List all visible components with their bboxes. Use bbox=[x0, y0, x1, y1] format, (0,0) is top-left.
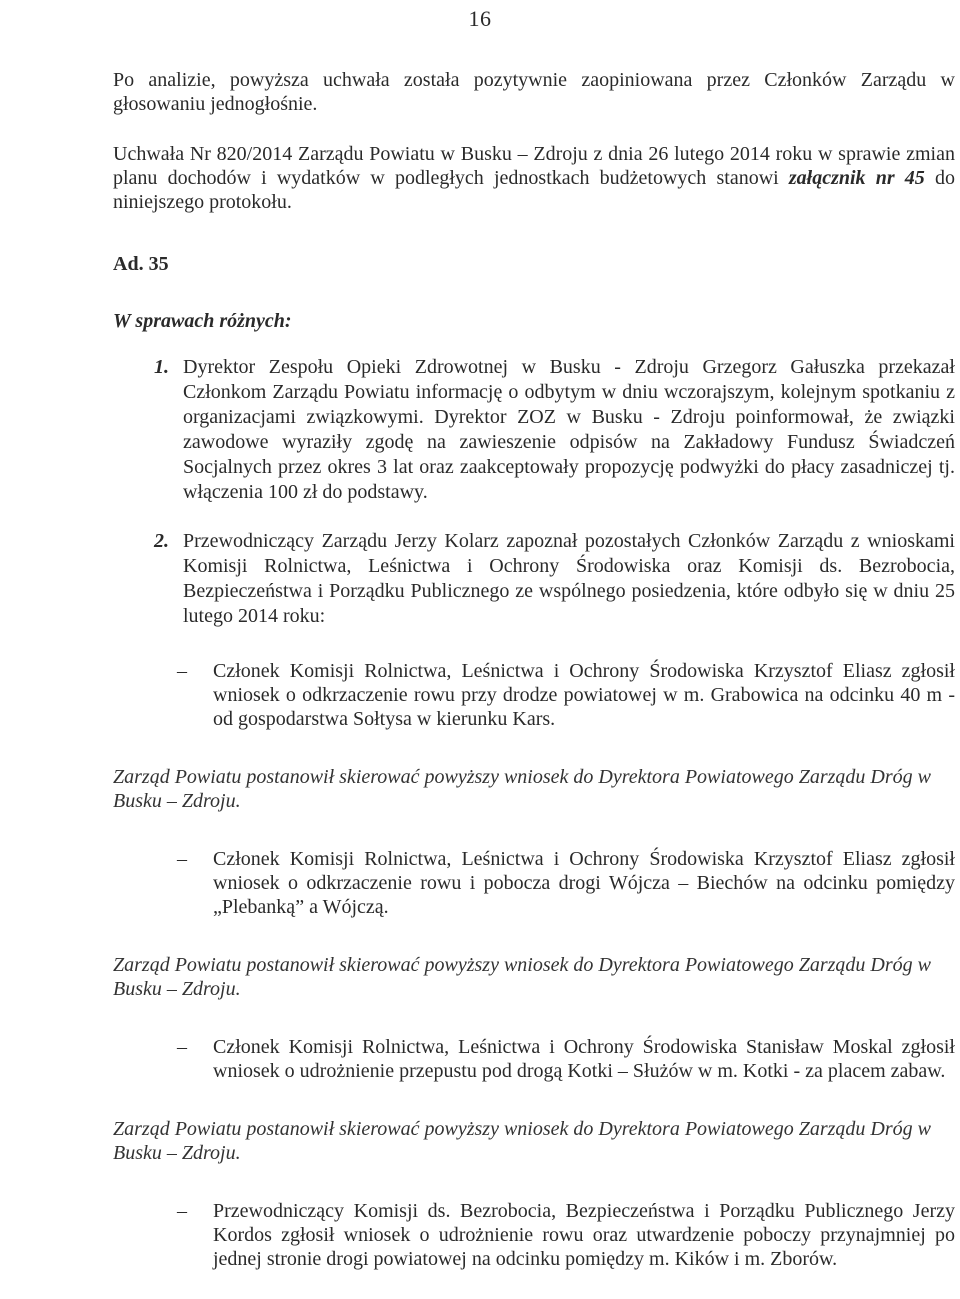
motion-text: Przewodniczący Komisji ds. Bezrobocia, Bezpieczeństwa i Porządku Publicznego Jerzy Kordos zgłosił wniosek o udrożnienie rowu oraz utwardzenie poboczy przynajmniej po jednej stronie drogi powiatowej na odcinku pomiędzy m. Kików i m. Zborów. bbox=[213, 1200, 955, 1270]
motion-text: Członek Komisji Rolnictwa, Leśnictwa i Ochrony Środowiska Krzysztof Eliasz zgłosił wniosek o odkrzaczenie rowu przy drodze powiatowej w m. Grabowica na odcinku 40 m - od gospodarstwa Sołtysa w kierunku Kars. bbox=[213, 660, 955, 730]
numbered-item bbox=[113, 529, 955, 629]
page-number: 16 bbox=[468, 6, 492, 31]
list-dash: – bbox=[177, 1036, 187, 1058]
section-heading: W sprawach różnych: bbox=[113, 310, 292, 332]
list-dash: – bbox=[177, 1200, 187, 1222]
motion-text: Członek Komisji Rolnictwa, Leśnictwa i Ochrony Środowiska Krzysztof Eliasz zgłosił wniosek o odkrzaczenie rowu i pobocza drogi Wójcza – Biechów na odcinku pomiędzy „Plebanką” a Wójczą. bbox=[213, 848, 955, 918]
numbered-item bbox=[113, 355, 955, 505]
document-body bbox=[113, 68, 955, 1271]
intro-paragraph: Po analizie, powyższa uchwała została pozytywnie zaopiniowana przez Członków Zarządu w głosowaniu jednogłośnie. bbox=[113, 69, 955, 115]
item-number: 2. bbox=[154, 530, 169, 552]
resolution-text-before: Uchwała Nr 820/2014 Zarządu Powiatu w Busku – Zdroju z dnia 26 lutego 2014 roku w sprawie zmian planu dochodów i wydatków w podległych jednostkach budżetowych stanowi bbox=[113, 143, 955, 189]
board-decision: Zarząd Powiatu postanowił skierować powyższy wniosek do Dyrektora Powiatowego Zarządu Dróg w Busku – Zdroju. bbox=[113, 954, 931, 1000]
list-dash: – bbox=[177, 660, 187, 682]
item-text: Przewodniczący Zarządu Jerzy Kolarz zapoznał pozostałych Członków Zarządu z wnioskami Komisji Rolnictwa, Leśnictwa i Ochrony Środowiska oraz Komisji ds. Bezrobocia, Bezpieczeństwa i Porządku Publicznego ze wspólnego posiedzenia, które odbyło się w dniu 25 lutego 2014 roku: bbox=[183, 530, 955, 627]
board-decision: Zarząd Powiatu postanowił skierować powyższy wniosek do Dyrektora Powiatowego Zarządu Dróg w Busku – Zdroju. bbox=[113, 1118, 931, 1164]
item-text: Dyrektor Zespołu Opieki Zdrowotnej w Busku - Zdroju Grzegorz Gałuszka przekazał Członkom Zarządu Powiatu informację o odbytym w dniu wczorajszym, kolejnym spotkaniu z organizacjami związkowymi. Dyrektor ZOZ w Busku - Zdroju poinformował, że związki zawodowe wyraziły zgodę na zawieszenie odpisów na Zakładowy Fundusz Świadczeń Socjalnych przez okres 3 lat oraz zaakceptowały propozycję podwyżki do płacy zasadniczej tj. włączenia 100 zł do podstawy. bbox=[183, 356, 955, 503]
motion-item bbox=[113, 1199, 955, 1271]
resolution-text-after: do niniejszego protokołu. bbox=[113, 167, 955, 213]
motion-text: Członek Komisji Rolnictwa, Leśnictwa i Ochrony Środowiska Stanisław Moskal zgłosił wniosek o udrożnienie przepustu pod drogą Kotki – Służów w m. Kotki - za placem zabaw. bbox=[213, 1036, 955, 1082]
list-dash: – bbox=[177, 848, 187, 870]
item-number: 1. bbox=[154, 356, 169, 378]
motion-item bbox=[113, 1035, 955, 1083]
motion-item bbox=[113, 659, 955, 731]
agenda-point-heading: Ad. 35 bbox=[113, 253, 169, 275]
resolution-paragraph bbox=[113, 142, 955, 214]
motion-item bbox=[113, 847, 955, 919]
board-decision: Zarząd Powiatu postanowił skierować powyższy wniosek do Dyrektora Powiatowego Zarządu Dróg w Busku – Zdroju. bbox=[113, 766, 931, 812]
attachment-reference: załącznik nr 45 bbox=[788, 167, 925, 189]
